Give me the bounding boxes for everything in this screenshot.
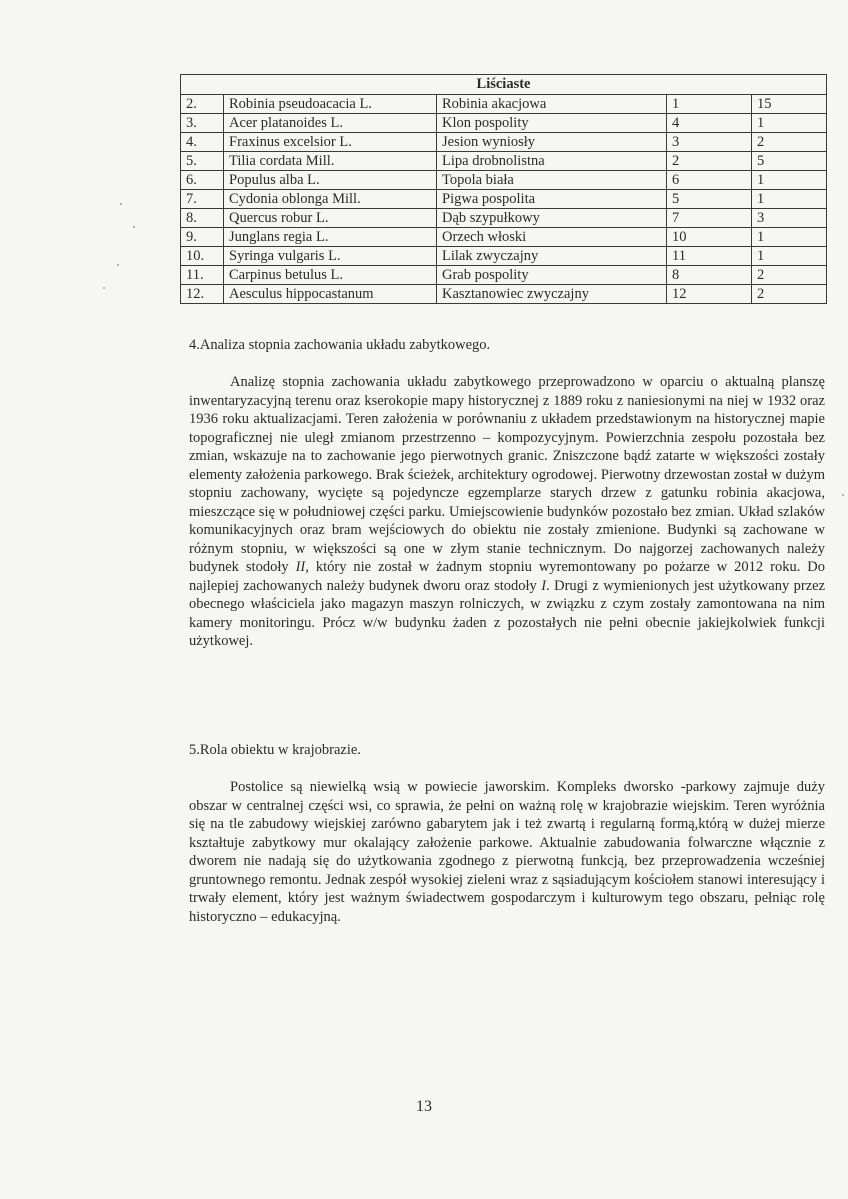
polish-name-cell: Klon pospolity	[437, 114, 667, 133]
table-row	[181, 133, 827, 152]
polish-name-cell: Kasztanowiec zwyczajny	[437, 285, 667, 304]
section-4-text-part-2: , który nie został w żadnym stopniu wyremontowany po pożarze w 2012 roku. Do najlepiej zachowanych należy budynek dworu oraz stodoły	[189, 559, 826, 594]
scan-speck	[133, 226, 135, 228]
scan-speck	[120, 203, 122, 205]
table-row	[181, 209, 827, 228]
section-4-text-part-1: Analizę stopnia zachowania układu zabytkowego przeprowadzono w oparciu o aktualną planszę inwentaryzacyjną terenu oraz kserokopie mapy historycznej z 1889 roku z naniesionymi na niej w 1932 oraz 1936 roku aktualizacjami. Teren założenia w porównaniu z układem przedstawionym na historycznej mapie topograficznej nie uległ zmianom przestrzenno – kompozycyjnym. Powierzchnia zespołu pozostała bez zmian, wskazuje na to zachowanie jego pierwotnych granic. Zniszczone bądź zatarte w większości zostały elementy założenia parkowego. Brak ścieżek, architektury ogrodowej. Pierwotny drzewostan został w dużym stopniu zachowany, wycięte są pojedyncze egzemplarze starych drzew z gatunku robinia akacjowa, mieszczące się w południowej części parku. Umiejscowienie budynków pozostało bez zmian. Układ szlaków komunikacyjnych oraz bram wejściowych do obiektu nie zostały zmienione. Budynki są zachowane w różnym stopniu, w większości są one w złym stanie technicznym. Do najgorzej zachowanych należy budynek stodoły	[189, 374, 825, 575]
count-b-cell: 1	[752, 228, 827, 247]
count-b-cell: 1	[752, 171, 827, 190]
polish-name-cell: Grab pospolity	[437, 266, 667, 285]
row-number-cell: 7.	[181, 190, 224, 209]
count-b-cell: 2	[752, 133, 827, 152]
count-a-cell: 10	[667, 228, 752, 247]
polish-name-cell: Robinia akacjowa	[437, 95, 667, 114]
table-row	[181, 228, 827, 247]
count-b-cell: 1	[752, 247, 827, 266]
polish-name-cell: Dąb szypułkowy	[437, 209, 667, 228]
count-a-cell: 2	[667, 152, 752, 171]
table-section-row	[181, 75, 827, 95]
section-5-paragraph: Postolice są niewielką wsią w powiecie jaworskim. Kompleks dworsko -parkowy zajmuje duży obszar w centralnej części wsi, co sprawia, że pełni on ważną rolę w krajobrazie wiejskim. Teren wyróżnia się na tle zabudowy wiejskiej zarówno gabarytem jak i też zwartą i regularną formą,którą w dużej mierze kształtuje zabytkowy mur okalający założenie parkowe. Aktualnie zabudowania folwarczne włącznie z dworem nie nadają się do użytkowania zgodnego z pierwotną funkcją, bez przeprowadzenia wcześniej gruntownego remontu. Jednak zespół wysokiej zieleni wraz z sąsiadującym kościołem stanowi interesujący i trwały element, który jest ważnym świadectwem gospodarczym i kulturowym tego obszaru, pełniąc rolę historyczno – edukacyjną.	[189, 779, 825, 925]
latin-name-cell: Fraxinus excelsior L.	[224, 133, 437, 152]
count-a-cell: 1	[667, 95, 752, 114]
scan-speck	[117, 264, 119, 266]
row-number-cell: 2.	[181, 95, 224, 114]
table-row	[181, 285, 827, 304]
species-table	[180, 74, 827, 304]
latin-name-cell: Acer platanoides L.	[224, 114, 437, 133]
section-4-paragraph	[189, 373, 825, 651]
latin-name-cell: Aesculus hippocastanum	[224, 285, 437, 304]
count-a-cell: 11	[667, 247, 752, 266]
table-row	[181, 190, 827, 209]
section-title-deciduous: Liściaste	[181, 75, 827, 95]
table-row	[181, 95, 827, 114]
polish-name-cell: Orzech włoski	[437, 228, 667, 247]
page-number: 13	[416, 1098, 432, 1115]
polish-name-cell: Lipa drobnolistna	[437, 152, 667, 171]
latin-name-cell: Syringa vulgaris L.	[224, 247, 437, 266]
latin-name-cell: Junglans regia L.	[224, 228, 437, 247]
table-row	[181, 152, 827, 171]
latin-name-cell: Tilia cordata Mill.	[224, 152, 437, 171]
row-number-cell: 9.	[181, 228, 224, 247]
latin-name-cell: Cydonia oblonga Mill.	[224, 190, 437, 209]
section-4-text-part-3: . Drugi z wymienionych jest użytkowany przez obecnego właściciela jako magazyn maszyn rolniczych, w związku z czym zostały zamontowana na nim kamery monitoringu. Prócz w/w budynku żaden z pozostałych nie pełni obecnie jakiejkolwiek funkcji użytkowej.	[189, 577, 826, 649]
count-a-cell: 4	[667, 114, 752, 133]
latin-name-cell: Robinia pseudoacacia L.	[224, 95, 437, 114]
row-number-cell: 8.	[181, 209, 224, 228]
table-row	[181, 171, 827, 190]
row-number-cell: 11.	[181, 266, 224, 285]
table-row	[181, 266, 827, 285]
row-number-cell: 5.	[181, 152, 224, 171]
scan-speck	[842, 494, 844, 496]
row-number-cell: 6.	[181, 171, 224, 190]
count-b-cell: 5	[752, 152, 827, 171]
latin-name-cell: Populus alba L.	[224, 171, 437, 190]
scan-speck	[103, 287, 105, 289]
count-a-cell: 3	[667, 133, 752, 152]
count-b-cell: 1	[752, 114, 827, 133]
section-5-heading: 5.Rola obiektu w krajobrazie.	[189, 742, 361, 758]
row-number-cell: 3.	[181, 114, 224, 133]
polish-name-cell: Topola biała	[437, 171, 667, 190]
roman-numeral-ii: II	[295, 559, 306, 575]
count-b-cell: 1	[752, 190, 827, 209]
table-row	[181, 247, 827, 266]
count-a-cell: 12	[667, 285, 752, 304]
table-row	[181, 114, 827, 133]
latin-name-cell: Quercus robur L.	[224, 209, 437, 228]
row-number-cell: 10.	[181, 247, 224, 266]
polish-name-cell: Pigwa pospolita	[437, 190, 667, 209]
count-a-cell: 6	[667, 171, 752, 190]
roman-numeral-i: I	[541, 577, 547, 594]
row-number-cell: 12.	[181, 285, 224, 304]
polish-name-cell: Lilak zwyczajny	[437, 247, 667, 266]
count-a-cell: 8	[667, 266, 752, 285]
count-b-cell: 15	[752, 95, 827, 114]
count-b-cell: 3	[752, 209, 827, 228]
count-b-cell: 2	[752, 285, 827, 304]
table-body	[181, 95, 827, 304]
section-4-heading: 4.Analiza stopnia zachowania układu zabytkowego.	[189, 337, 491, 353]
count-a-cell: 5	[667, 190, 752, 209]
count-b-cell: 2	[752, 266, 827, 285]
polish-name-cell: Jesion wyniosły	[437, 133, 667, 152]
count-a-cell: 7	[667, 209, 752, 228]
latin-name-cell: Carpinus betulus L.	[224, 266, 437, 285]
row-number-cell: 4.	[181, 133, 224, 152]
